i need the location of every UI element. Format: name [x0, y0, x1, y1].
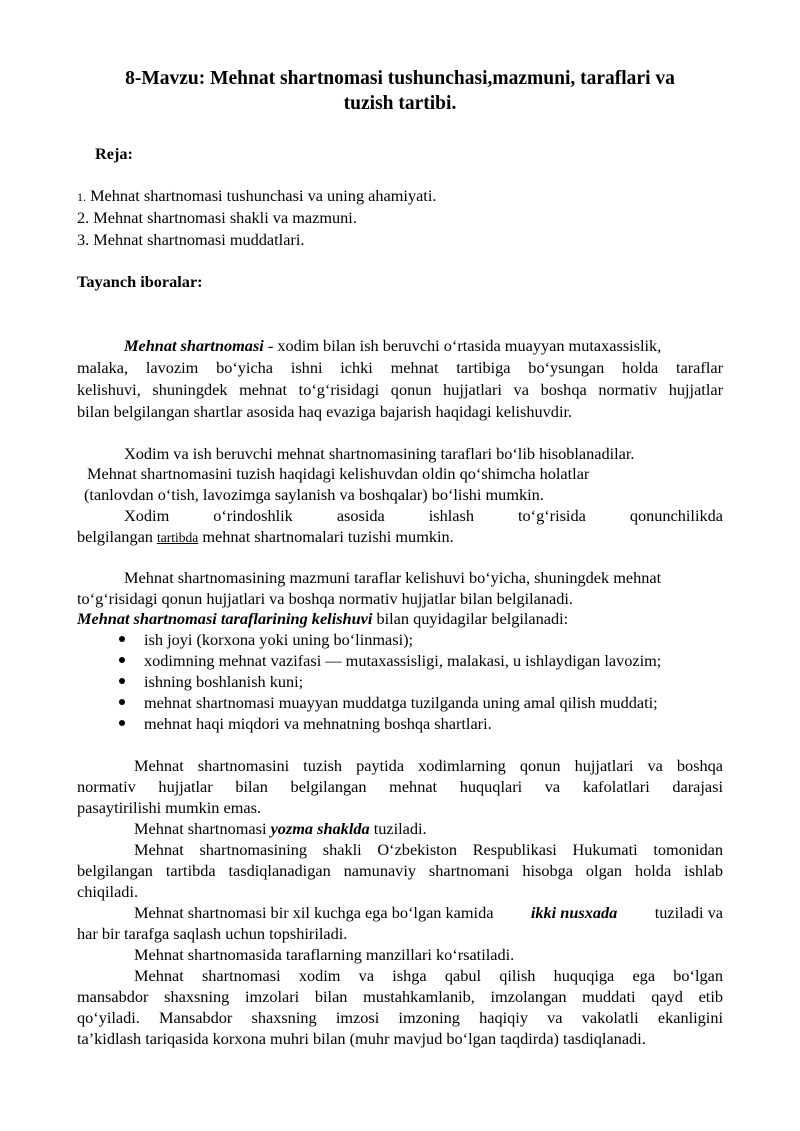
bullet-marker — [119, 699, 125, 705]
list-item: ishning boshlanish kuni; — [144, 672, 304, 691]
rules-p2: Mehnat shartnomasi yozma shaklda tuziladi. — [134, 819, 427, 838]
rules-p6-line-1: Mehnat shartnomasi xodim va ishga qabul qilish huquqiga ega boʻlgan — [134, 966, 723, 985]
content-line-1: Mehnat shartnomasining mazmuni taraflar kelishuvi boʻyicha, shuningdek mehnat — [124, 568, 662, 587]
rules-p4-line-1: Mehnat shartnomasi bir xil kuchga ega boʻlgan kamida ikki nusxada tuziladi va — [134, 903, 723, 922]
definition-term: Mehnat shartnomasi — [124, 336, 264, 355]
parties-line-4: Xodim oʻrindoshlik asosida ishlash toʻgʻrisida qonunchilikda — [124, 506, 723, 525]
page-title-line-1: 8-Mavzu: Mehnat shartnomasi tushunchasi,mazmuni, taraflari va — [125, 68, 675, 89]
rules-p5: Mehnat shartnomasida taraflarning manzillari koʻrsatiladi. — [134, 945, 515, 964]
bullet-marker — [119, 636, 125, 642]
plan-item-3: 3. Mehnat shartnomasi muddatlari. — [77, 230, 305, 249]
rules-p6-line-2: mansabdor shaxsning imzolari bilan mustahkamlanib, imzolangan muddati qayd etib — [77, 987, 723, 1006]
rules-p3-line-2: belgilangan tartibda tasdiqlanadigan namunaviy shartnomani hisobga olgan holda ishlab — [77, 861, 723, 880]
definition-line-1: Mehnat shartnomasi - xodim bilan ish beruvchi oʻrtasida muayyan mutaxassislik, — [124, 336, 662, 355]
rules-p1-line-1: Mehnat shartnomasini tuzish paytida xodimlarning qonun hujjatlari va boshqa — [134, 756, 723, 775]
bullet-marker — [119, 657, 125, 663]
plan-item-2: 2. Mehnat shartnomasi shakli va mazmuni. — [77, 208, 357, 227]
list-item: xodimning mehnat vazifasi — mutaxassisligi, malakasi, u ishlaydigan lavozim; — [144, 651, 662, 670]
list-item: ish joyi (korxona yoki uning boʻlinmasi); — [144, 630, 414, 649]
parties-line-1: Xodim va ish beruvchi mehnat shartnomasining taraflari boʻlib hisoblanadilar. — [124, 444, 635, 463]
list-item: mehnat shartnomasi muayyan muddatga tuzilganda uning amal qilish muddati; — [144, 693, 658, 712]
content-line-2: toʻgʻrisidagi qonun hujjatlari va boshqa normativ hujjatlar bilan belgilanadi. — [77, 589, 574, 608]
content-line-3: Mehnat shartnomasi taraflarining kelishuvi bilan quyidagilar belgilanadi: — [77, 609, 569, 628]
parties-line-2: Mehnat shartnomasini tuzish haqidagi kelishuvdan oldin qoʻshimcha holatlar — [87, 464, 590, 483]
rules-p3-line-3: chiqiladi. — [77, 882, 139, 901]
parties-line-5: belgilangan tartibda mehnat shartnomalari tuzishi mumkin. — [77, 527, 454, 546]
tartibda-link[interactable]: tartibda — [157, 530, 199, 545]
definition-line-2: malaka, lavozim boʻyicha ishni ichki mehnat tartibiga boʻysungan holda taraflar — [77, 358, 723, 377]
rules-p1-line-2: normativ hujjatlar bilan belgilangan mehnat huquqlari va kafolatlari darajasi — [77, 777, 723, 796]
rules-p1-line-3: pasaytirilishi mumkin emas. — [77, 798, 262, 817]
definition-line-3: kelishuvi, shuningdek mehnat toʻgʻrisidagi qonun hujjatlari va boshqa normativ hujjatlar — [77, 380, 723, 399]
definition-line-4: bilan belgilangan shartlar asosida haq evaziga bajarish haqidagi kelishuvdir. — [77, 402, 573, 421]
rules-p4-line-2: har bir tarafga saqlash uchun topshiriladi. — [77, 924, 348, 943]
plan-item-1: 1. Mehnat shartnomasi tushunchasi va uning ahamiyati. — [77, 186, 437, 205]
page-title-line-2: tuzish tartibi. — [343, 93, 457, 114]
keywords-heading: Tayanch iboralar: — [77, 272, 203, 291]
bullet-marker — [119, 720, 125, 726]
list-item: mehnat haqi miqdori va mehnatning boshqa shartlari. — [144, 714, 492, 733]
rules-p6-line-4: ta’kidlash tariqasida korxona muhri bilan (muhr mavjud boʻlgan taqdirda) tasdiqlanadi. — [77, 1029, 646, 1048]
rules-p6-line-3: qoʻyiladi. Mansabdor shaxsning imzosi imzoning haqiqiy va vakolatli ekanligini — [77, 1008, 723, 1027]
rules-p3-line-1: Mehnat shartnomasining shakli Oʻzbekiston Respublikasi Hukumati tomonidan — [134, 840, 723, 859]
plan-heading: Reja: — [95, 144, 133, 163]
bullet-marker — [119, 678, 125, 684]
parties-line-3: (tanlovdan oʻtish, lavozimga saylanish va boshqalar) boʻlishi mumkin. — [84, 485, 544, 504]
